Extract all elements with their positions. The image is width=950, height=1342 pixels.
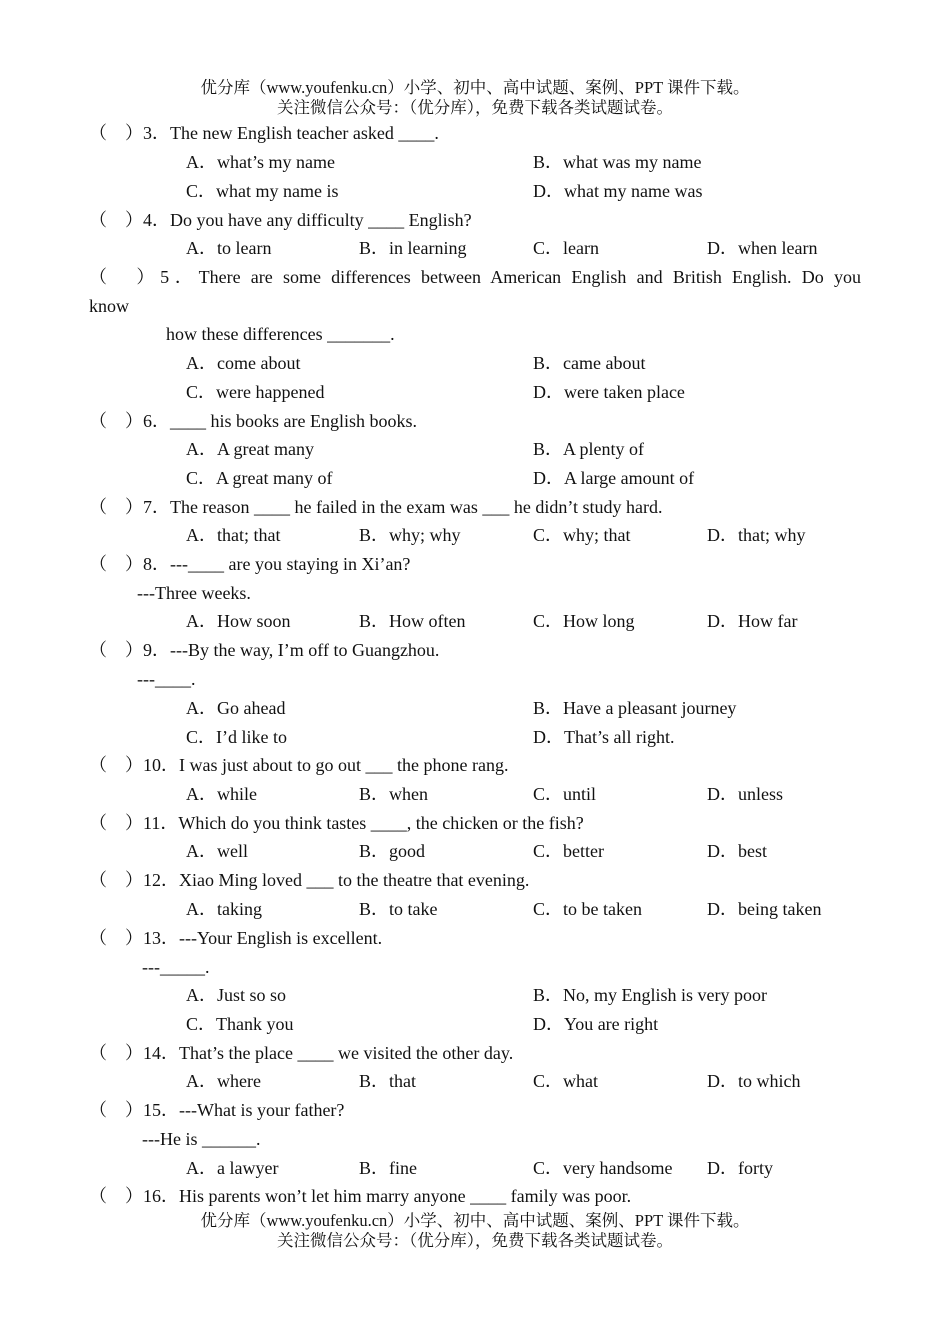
question-11-option-d: D．best <box>707 841 767 861</box>
question-7-option-d: D．that; why <box>707 525 806 545</box>
question-14-option-b: B．that <box>359 1071 416 1091</box>
footer-line-2: 关注微信公众号：（优分库），免费下载各类试题试卷。 <box>277 1231 673 1250</box>
question-15-stem: （ ）15．---What is your father? <box>89 1100 345 1120</box>
question-6-option-c: C．A great many of <box>186 468 333 488</box>
question-8-option-b: B．How often <box>359 611 466 631</box>
question-10-option-d: D．unless <box>707 784 783 804</box>
question-12-option-c: C．to be taken <box>533 899 642 919</box>
question-4-option-b: B．in learning <box>359 238 467 258</box>
question-5-option-d: D．were taken place <box>533 382 685 402</box>
question-11-option-a: A．well <box>186 841 248 861</box>
question-7-stem: （ ）7．The reason ____ he failed in the exam was ___ he didn’t study hard. <box>89 497 663 517</box>
question-12-option-b: B．to take <box>359 899 438 919</box>
question-6-option-a: A．A great many <box>186 439 314 459</box>
question-12-option-a: A．taking <box>186 899 262 919</box>
question-6-option-d: D．A large amount of <box>533 468 695 488</box>
question-8-option-a: A．How soon <box>186 611 291 631</box>
question-14-option-a: A．where <box>186 1071 261 1091</box>
question-12-stem: （ ）12．Xiao Ming loved ___ to the theatre that evening. <box>89 870 530 890</box>
question-3-option-b: B．what was my name <box>533 152 702 172</box>
question-3-option-c: C．what my name is <box>186 181 339 201</box>
question-9-reply: ---____. <box>137 669 196 689</box>
question-10-option-a: A．while <box>186 784 257 804</box>
question-11-stem: （ ）11．Which do you think tastes ____, the chicken or the fish? <box>89 813 584 833</box>
question-10-option-c: C．until <box>533 784 597 804</box>
question-16-stem: （ ）16．His parents won’t let him marry anyone ____ family was poor. <box>89 1186 632 1206</box>
question-4-stem: （ ）4．Do you have any difficulty ____ English? <box>89 210 472 230</box>
question-13-reply: ---_____. <box>142 957 210 977</box>
question-13-stem: （ ）13．---Your English is excellent. <box>89 928 383 948</box>
question-4-option-a: A．to learn <box>186 238 272 258</box>
question-3-option-d: D．what my name was <box>533 181 703 201</box>
question-7-option-b: B．why; why <box>359 525 461 545</box>
question-14-option-d: D．to which <box>707 1071 801 1091</box>
question-10-option-b: B．when <box>359 784 428 804</box>
question-15-option-c: C．very handsome <box>533 1158 673 1178</box>
question-5-option-b: B．came about <box>533 353 646 373</box>
question-13-option-b: B．No, my English is very poor <box>533 985 767 1005</box>
question-4-option-d: D．when learn <box>707 238 818 258</box>
question-15-option-b: B．fine <box>359 1158 417 1178</box>
question-15-reply: ---He is ______. <box>142 1129 261 1149</box>
question-9-option-b: B．Have a pleasant journey <box>533 698 737 718</box>
question-11-option-b: B．good <box>359 841 426 861</box>
question-5-option-a: A．come about <box>186 353 301 373</box>
question-14-option-c: C．what <box>533 1071 598 1091</box>
question-5-option-c: C．were happened <box>186 382 325 402</box>
question-6-stem: （ ）6．____ his books are English books. <box>89 411 417 431</box>
question-8-reply: ---Three weeks. <box>137 583 251 603</box>
question-3-option-a: A．what’s my name <box>186 152 335 172</box>
question-8-option-c: C．How long <box>533 611 635 631</box>
question-7-option-c: C．why; that <box>533 525 631 545</box>
header-line-2: 关注微信公众号：（优分库），免费下载各类试题试卷。 <box>277 98 673 117</box>
question-8-stem: （ ）8．---____ are you staying in Xi’an? <box>89 554 411 574</box>
question-11-option-c: C．better <box>533 841 604 861</box>
question-14-stem: （ ）14．That’s the place ____ we visited the other day. <box>89 1043 514 1063</box>
question-5-stem: （ ）5．There are some differences between American English and British English. Do you <box>89 267 861 287</box>
question-15-option-a: A．a lawyer <box>186 1158 279 1178</box>
question-4-option-c: C．learn <box>533 238 599 258</box>
question-12-option-d: D．being taken <box>707 899 822 919</box>
question-5-stem-continued: know <box>89 296 129 316</box>
question-9-stem: （ ）9．---By the way, I’m off to Guangzhou. <box>89 640 440 660</box>
question-9-option-d: D．That’s all right. <box>533 727 675 747</box>
header-line-1: 优分库（www.youfenku.cn）小学、初中、高中试题、案例、PPT 课件下载。 <box>200 78 750 97</box>
footer-line-1: 优分库（www.youfenku.cn）小学、初中、高中试题、案例、PPT 课件下载。 <box>200 1211 750 1230</box>
question-6-option-b: B．A plenty of <box>533 439 644 459</box>
question-13-option-c: C．Thank you <box>186 1014 294 1034</box>
question-9-option-a: A．Go ahead <box>186 698 286 718</box>
question-9-option-c: C．I’d like to <box>186 727 287 747</box>
question-13-option-d: D．You are right <box>533 1014 659 1034</box>
question-13-option-a: A．Just so so <box>186 985 287 1005</box>
question-5-stem-line-3: how these differences _______. <box>166 324 395 344</box>
question-7-option-a: A．that; that <box>186 525 281 545</box>
question-3-stem: （ ）3．The new English teacher asked ____. <box>89 123 439 143</box>
question-15-option-d: D．forty <box>707 1158 773 1178</box>
question-10-stem: （ ）10．I was just about to go out ___ the phone rang. <box>89 755 509 775</box>
question-8-option-d: D．How far <box>707 611 798 631</box>
